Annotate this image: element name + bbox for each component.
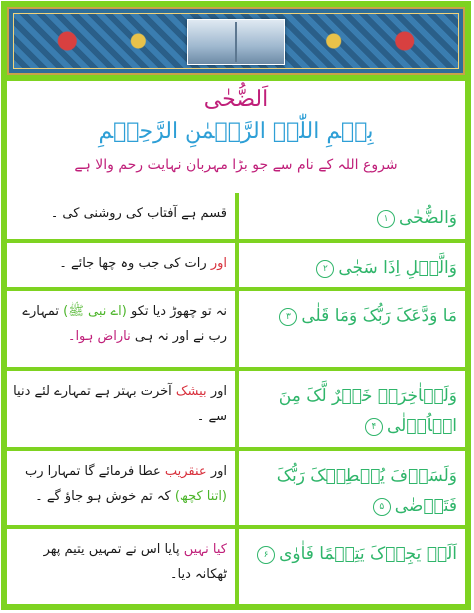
arabic-verse-cell <box>239 529 465 604</box>
urdu-translation-cell <box>7 193 235 239</box>
verse-row <box>7 451 465 525</box>
translation-segment: عنقریب <box>164 464 207 479</box>
urdu-translation-text <box>13 379 227 429</box>
urdu-translation-cell <box>7 371 235 447</box>
ayah-number-marker: ۲ <box>316 260 334 278</box>
arabic-verse-cell <box>239 291 465 367</box>
urdu-translation-text <box>13 299 227 349</box>
urdu-translation-text <box>13 201 227 226</box>
translation-segment: اور <box>206 464 227 479</box>
bismillah: بِسۡمِ اللّٰہِ الرَّحۡمٰنِ الرَّحِیۡمِ <box>98 119 374 144</box>
arabic-verse: وَالضُّحٰی <box>399 208 457 228</box>
translation-segment: تمہارے رب نے اور نہ ہی <box>22 304 227 344</box>
surah-heading <box>7 81 465 189</box>
translation-segment: پایا اس نے تمہیں یتیم پھر ٹھکانہ دیا۔ <box>43 542 227 582</box>
page-frame <box>1 1 471 610</box>
translation-segment: اور <box>206 256 227 271</box>
urdu-translation-text <box>13 537 227 587</box>
arabic-verse: اَلَمۡ یَجِدۡکَ یَتِیۡمًا فَاٰوٰی <box>279 544 457 564</box>
arabic-verse-cell <box>239 371 465 447</box>
header-banner <box>7 7 465 75</box>
translation-segment: اور <box>206 384 227 399</box>
ayah-number-marker: ۶ <box>257 546 275 564</box>
translation-segment: قسم ہے آفتاب کی روشنی کی ۔ <box>50 206 227 221</box>
bismillah-translation: شروع اللہ کے نام سے جو بڑا مہربان نہایت رحم والا ہے <box>74 157 398 173</box>
arabic-verse: وَالَّیۡلِ اِذَا سَجٰی <box>338 258 457 278</box>
arabic-verse-text <box>243 253 457 283</box>
ayah-number-marker: ۴ <box>365 418 383 436</box>
translation-segment: رات کی جب وہ چھا جائے ۔ <box>59 256 207 271</box>
translation-segment: کیا نہیں <box>183 542 227 557</box>
arabic-verse-cell <box>239 451 465 525</box>
urdu-translation-text <box>13 251 227 276</box>
translation-segment: آخرت بہتر ہے تمہارے لئے دنیا سے ۔ <box>13 384 227 424</box>
urdu-translation-text <box>13 459 227 509</box>
verse-row <box>7 291 465 367</box>
arabic-verse-text <box>243 203 457 233</box>
arabic-verse-cell <box>239 243 465 287</box>
urdu-translation-cell <box>7 291 235 367</box>
verse-row <box>7 529 465 604</box>
translation-segment: عطا فرمائے گا تمہارا رب <box>25 464 165 479</box>
translation-segment: (اتنا کچھ) <box>174 489 227 504</box>
urdu-translation-cell <box>7 529 235 604</box>
verse-table <box>7 193 465 604</box>
urdu-translation-cell <box>7 451 235 525</box>
arabic-verse: وَلَسَوۡفَ یُعۡطِیۡکَ رَبُّکَ فَتَرۡضٰی <box>276 466 457 516</box>
translation-segment: (اے نبی ﷺ) <box>63 304 127 319</box>
arabic-verse-text <box>243 301 457 331</box>
open-quran-image <box>187 19 285 65</box>
translation-segment: بیشک <box>175 384 207 399</box>
content-panel <box>7 81 465 604</box>
arabic-verse-text <box>243 539 457 569</box>
arabic-verse-text <box>243 461 457 521</box>
arabic-verse: وَلَلۡاٰخِرَۃُ خَیۡرٌ لَّکَ مِنَ الۡاُوۡلٰی <box>278 386 457 436</box>
arabic-verse: مَا وَدَّعَکَ رَبُّکَ وَمَا قَلٰی <box>301 306 457 326</box>
surah-title: اَلضُّحٰی <box>203 87 269 112</box>
arabic-verse-text <box>243 381 457 441</box>
verse-row <box>7 243 465 287</box>
verse-row <box>7 193 465 239</box>
ayah-number-marker: ۱ <box>377 210 395 228</box>
urdu-translation-cell <box>7 243 235 287</box>
translation-segment: کہ تم خوش ہو جاؤ گے ۔ <box>35 489 175 504</box>
arabic-verse-cell <box>239 193 465 239</box>
translation-segment: نہ تو چھوڑ دیا تکو <box>126 304 227 319</box>
verse-row <box>7 371 465 447</box>
translation-segment: ناراض ہوا۔ <box>67 329 131 344</box>
ayah-number-marker: ۳ <box>279 308 297 326</box>
ayah-number-marker: ۵ <box>373 498 391 516</box>
